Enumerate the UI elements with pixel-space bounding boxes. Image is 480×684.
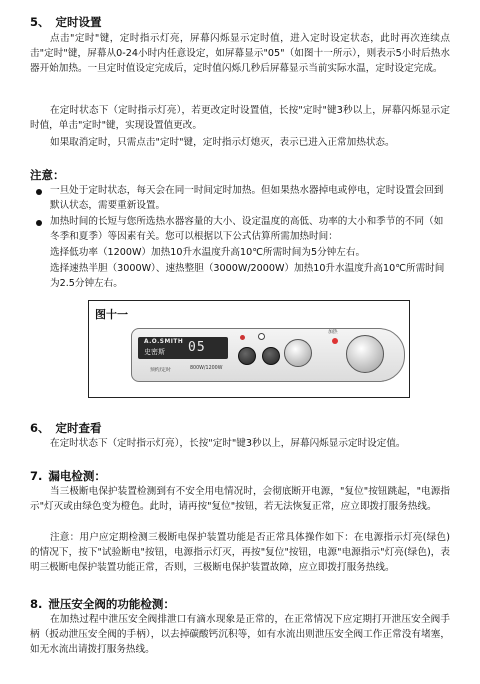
timer-button [238,347,256,365]
section-title: 定时设置 [55,15,102,29]
figure-label: 图十一 [95,308,128,321]
control-panel-illustration [131,328,405,382]
section-8-heading [30,596,175,612]
power-label: 800W/1200W [190,366,223,371]
indicator-light-icon [240,335,245,340]
section-number: 7. [30,469,43,483]
paragraph: 在加热过程中泄压安全阀排泄口有滴水现象是正常的，在正常情况下应定期打开泄压安全阀手柄（扳动泄压安全阀的手柄），以去掉碳酸钙沉积等，如有水流出则泄压安全阀工作正常没有堵塞，如无水流出请拨打服务热线。 [30,614,450,656]
indicator-light-icon [258,333,265,340]
note-heading: 注意： [30,168,65,182]
list-item [30,183,450,213]
section-title: 定时查看 [55,421,102,435]
brand-logo-cn: 史密斯 [144,348,165,356]
power-button [262,347,280,365]
brand-logo: A.O.SMITH [144,339,184,345]
section-title: 泄压安全阀的功能检测： [48,597,175,611]
display-value: 05 [188,340,206,355]
formula-line: 选择低功率（1200W）加热10升水温度升高10℃所需时间为5分钟左右。 [50,247,366,258]
timer-label: 预约/定时 [150,368,171,373]
figure-11 [88,300,410,398]
paragraph: 如果取消定时，只需点击"定时"键，定时指示灯熄灭，表示已进入正常加热状态。 [50,137,395,148]
paragraph: 注意：用户应定期检测三极断电保护装置功能是否正常具体操作如下：在电源指示灯亮(绿色)的情况下，按下"试验断电"按钮，电源指示灯灭，再按"复位"按钮，电源"电源指示"灯亮(绿色)，表明三极断电保护装置功能正常，否则，三极断电保护装置故障，应立即拨打服务热线。 [30,532,450,574]
paragraph: 点击"定时"键，定时指示灯亮，屏幕闪烁显示定时值，进入定时设定状态，此时再次连续点击"定时"键，屏幕从0-24小时内任意设定，如屏幕显示"05"（如图十一所示），则表示5小时后热水器开始加热。一旦定时值设定完成后，定时值闪烁几秒后屏幕显示当前实际水温，定时设定完成。 [30,33,450,75]
lcd-display [138,337,228,359]
paragraph: 在定时状态下（定时指示灯亮），若更改定时设置值，长按"定时"键3秒以上，屏幕闪烁显示定时值，单击"定时"键，实现设置值更改。 [30,105,450,132]
section-title: 漏电检测： [48,469,106,483]
mode-dial [346,335,384,373]
section-number: 5、 [30,15,50,29]
heat-label: 加热 [328,330,338,335]
temperature-knob [284,339,312,367]
section-7-heading [30,468,106,484]
bullet-icon [36,189,42,195]
formula-line: 选择速热半胆（3000W）、速热整胆（3000W/2000W）加热10升水温度升高10℃所需时间为2.5分钟左右。 [50,263,445,290]
section-number: 6、 [30,421,50,435]
paragraph: 在定时状态下（定时指示灯亮），长按"定时"键3秒以上，屏幕闪烁显示定时设定值。 [50,438,406,449]
bullet-icon [36,220,42,226]
section-5-heading [30,14,102,30]
paragraph: 当三极断电保护装置检测到有不安全用电情况时，会彻底断开电源，"复位"按钮跳起，"电源指示"灯灭或由绿色变为橙色。此时，请再按"复位"按钮，若无法恢复正常，应立即拨打服务热线。 [30,486,450,513]
list-item [30,214,450,244]
list-item-text: 一旦处于定时状态，每天会在同一时间定时加热。但如果热水器掉电或停电，定时设置会回到默认状态，需要重新设置。 [50,185,444,212]
section-6-heading [30,420,102,436]
heat-indicator-icon [332,338,338,344]
section-number: 8. [30,597,43,611]
list-item-text: 加热时间的长短与您所选热水器容量的大小、设定温度的高低、功率的大小和季节的不同（如冬季和夏季）等因素有关。您可以根据以下公式估算所需加热时间： [50,216,444,243]
